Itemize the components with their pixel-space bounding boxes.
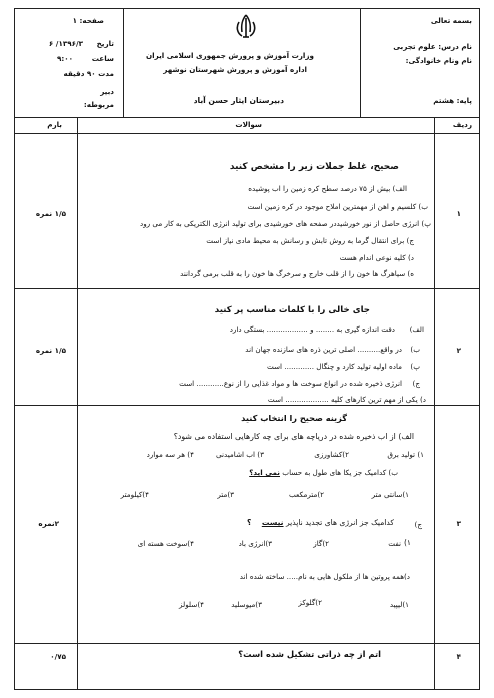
q3-j-option-4: ۴)سوخت هسته ای xyxy=(137,539,194,548)
q1-item-j: ج) برای انتقال گرما به روش تابش و رسانش به محیط مادی نیاز است xyxy=(206,236,414,245)
header-right-divider xyxy=(360,8,361,117)
q3-a-option-1: ۱) تولید برق xyxy=(387,450,424,459)
q3-d-stem: د)همه پروتین ها از ملکول هایی به نام..... ساخته شده اند xyxy=(239,572,410,581)
q3-b-option-3: ۳)متر xyxy=(217,490,234,499)
related-label: مربوطه: xyxy=(83,100,114,109)
q3-b-stem xyxy=(249,469,398,477)
q3-j-option-1: نفت xyxy=(388,539,401,548)
school-name: دبیرستان ایثار حسن آباد xyxy=(193,96,284,105)
page-number: صفحه: ۱ xyxy=(72,16,104,25)
q1-item-a: الف) بیش از ۷۵ درصد سطح کره زمین را اب پوشیده xyxy=(248,184,407,193)
time-value: ۹:۰۰ xyxy=(56,54,73,63)
duration: مدت ۹۰ دقیقه xyxy=(63,69,114,78)
q1-number: ۱ xyxy=(456,209,461,218)
q2-item-j-label: ج) xyxy=(412,379,420,388)
q3-j-option-2: ۲)گاز xyxy=(313,539,329,548)
q3-j-option-1-number: ۱) xyxy=(403,538,411,547)
iran-emblem-icon xyxy=(232,12,260,40)
bismillah: بسمه تعالی xyxy=(430,16,472,25)
student-name-label: نام ونام خانوادگی: xyxy=(405,56,472,65)
lesson-name: نام درس: علوم تجربی xyxy=(393,42,472,51)
date-value: ۱۳۹۶/۳/ ۶ xyxy=(48,39,83,48)
q1-item-b: ب) کلسیم و اهن از مهمترین املاح موجود در کره زمین است xyxy=(247,202,428,211)
q3-score: ۲نمره xyxy=(38,519,59,528)
row1-divider xyxy=(14,288,480,289)
q3-b-option-2: ۲)مترمکعب xyxy=(288,490,324,499)
q2-item-d: د) یکی از مهم ترین کارهای کلیه ................... است xyxy=(267,395,426,404)
q3-b-stem-text: ب) کدامیک جز یکا های طول به حساب xyxy=(282,468,398,477)
q1-score: ۱/۵ نمره xyxy=(35,209,66,218)
q2-item-p-label: پ) xyxy=(410,362,420,371)
q3-d-option-1: ۱)لیپید xyxy=(389,600,409,609)
q2-number: ۲ xyxy=(456,346,461,355)
header-left-divider xyxy=(123,8,124,117)
ministry-name: وزارت آموزش و پرورش جمهوری اسلامی ایران xyxy=(146,51,314,60)
q4-score: ۰/۷۵ xyxy=(50,652,66,661)
q3-title: گزینه صحیح را انتخاب کنید xyxy=(241,413,347,423)
q3-number: ۳ xyxy=(456,519,461,528)
time-label: ساعت xyxy=(91,54,114,63)
q3-a-option-2: ۲)کشاورزی xyxy=(314,450,349,459)
column-header-questions: سوالات xyxy=(235,120,262,129)
row-column-divider xyxy=(434,117,435,690)
column-header-row: ردیف xyxy=(452,120,472,129)
q3-j-stem-emphasis: نیست xyxy=(261,518,284,527)
column-header-score: بارم xyxy=(47,120,62,129)
q2-item-b-label: ب) xyxy=(410,345,420,354)
q3-d-option-3: ۳)میوسلید xyxy=(231,600,262,609)
date-label: تاریخ xyxy=(96,39,114,48)
q3-d-option-2: ۲)گلوکز xyxy=(298,598,322,607)
q3-a-option-4: ۴) هر سه موارد xyxy=(146,450,194,459)
q3-j-stem xyxy=(247,519,394,528)
q1-title: صحیح، غلط جملات زیر را مشخص کنید xyxy=(229,162,399,172)
q3-j-stem-mark: ؟ xyxy=(246,518,252,527)
q2-score: ۱/۵ نمره xyxy=(35,346,66,355)
q3-b-option-4: ۴)کیلومتر xyxy=(120,490,149,499)
q3-b-option-1: ۱)سانتی متر xyxy=(371,490,409,499)
office-name: اداره آموزش و پرورش شهرستان نوشهر xyxy=(163,65,307,74)
q4-title: اتم از چه ذراتی تشکیل شده است؟ xyxy=(238,649,381,659)
q2-item-b: در واقع.......... اصلی ترین ذره های سازنده جهان اند xyxy=(245,345,402,354)
q1-item-d: د) کلیه نوعی اندام هست xyxy=(339,253,414,262)
q2-item-p: ماده اولیه تولید کارد و چنگال ............. است xyxy=(266,362,402,371)
q3-j-option-3: ۳)انرژی باد xyxy=(238,539,272,548)
q2-item-a: دقت اندازه گیری به ........ و .................. بستگی دارد xyxy=(229,325,395,334)
q3-a-stem: الف) از اب ذخیره شده در دریاچه های برای چه کارهایی استفاده می شود؟ xyxy=(173,432,414,441)
row2-divider xyxy=(14,405,480,406)
header-divider xyxy=(14,117,480,118)
q2-item-a-label: الف) xyxy=(409,325,424,334)
q2-title: جای خالی را با کلمات مناسب پر کنید xyxy=(214,305,370,315)
q3-b-stem-emphasis: نمی اید؟ xyxy=(249,468,280,477)
q1-item-h: ه) سیاهرگ ها خون را از قلب خارج و سرخرگ ها خون را به قلب برمی گردانند xyxy=(180,269,414,278)
q3-d-option-4: ۴)سلولز xyxy=(179,600,204,609)
grade-label: پایه: هشتم xyxy=(433,96,472,105)
score-column-divider xyxy=(77,117,78,690)
q3-j-label: ج) xyxy=(414,520,422,529)
q4-number: ۴ xyxy=(456,652,461,661)
teacher-label: دبیر xyxy=(100,87,114,96)
q3-j-stem-text: کدامیک جز انرژی های تجدید ناپذیر xyxy=(285,518,394,527)
row3-divider xyxy=(14,643,480,644)
q2-item-j: انرژی ذخیره شده در انواع سوخت ها و مواد غذایی را از نوع............ است xyxy=(179,379,402,388)
table-header-divider xyxy=(14,133,480,134)
q1-item-p: پ) انرژی حاصل از نور خورشیددر صفحه های خورشیدی برای تولید انرژی الکتریکی به کار می رود xyxy=(140,219,431,228)
q3-a-option-3: ۳) اب اشامیدنی xyxy=(215,450,264,459)
